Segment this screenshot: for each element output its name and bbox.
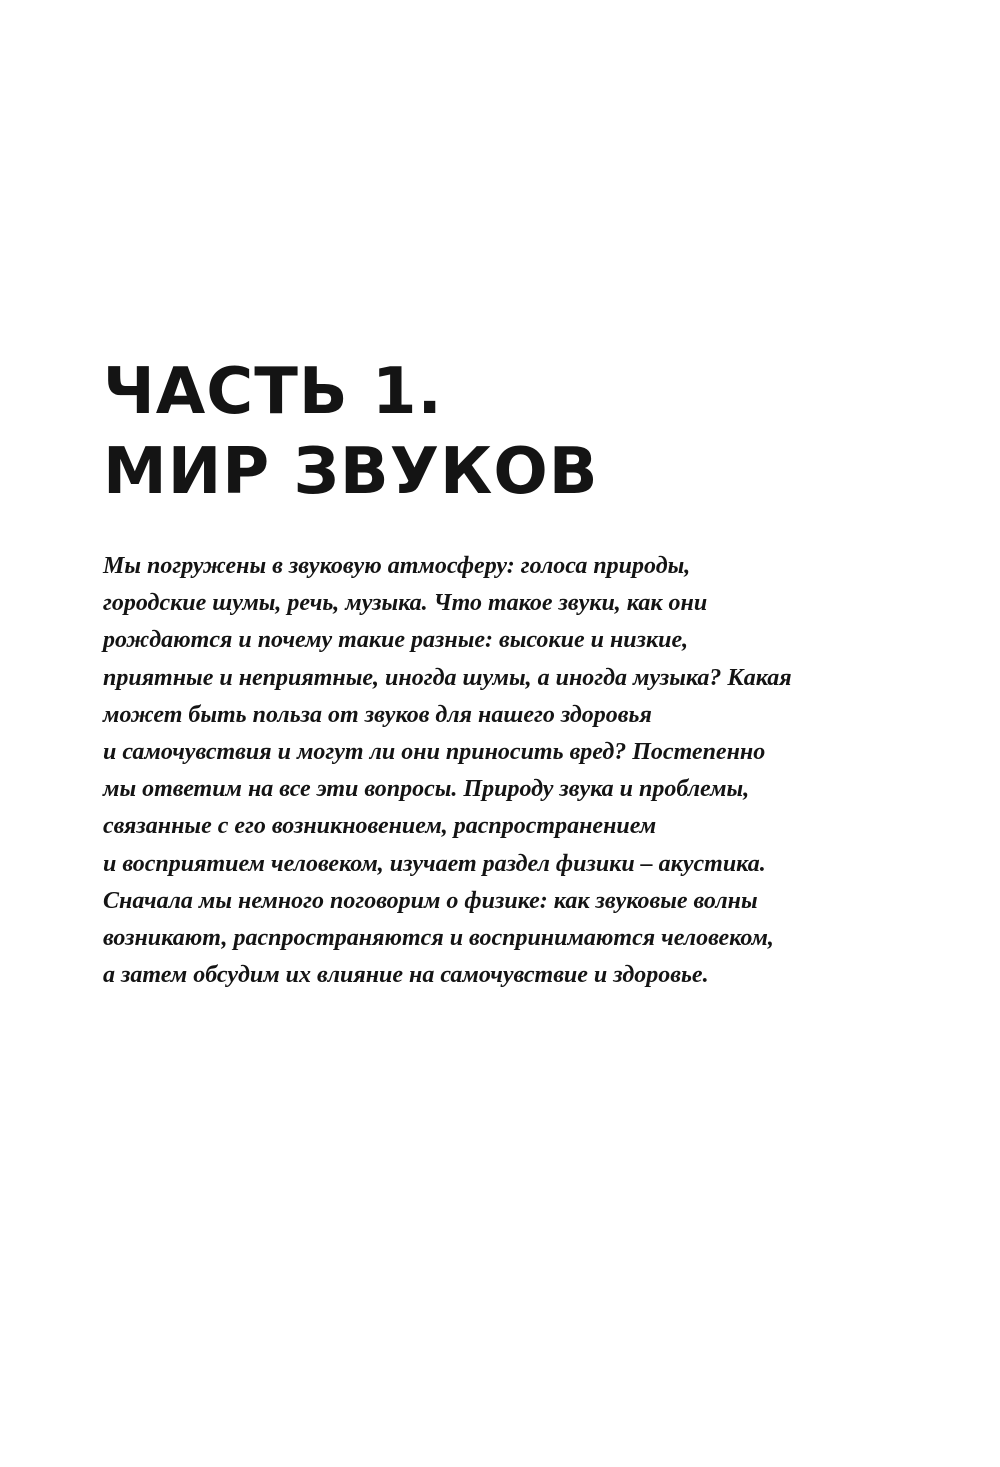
intro-paragraph — [103, 548, 903, 994]
part-title — [103, 352, 599, 512]
intro-line: связанные с его возникновением, распространением — [103, 813, 657, 840]
intro-line: и самочувствия и могут ли они приносить вред? Постепенно — [103, 739, 766, 766]
part-title-line: МИР ЗВУКОВ — [103, 435, 599, 509]
intro-line: городские шумы, речь, музыка. Что такое звуки, как они — [103, 590, 708, 617]
intro-line: Сначала мы немного поговорим о физике: как звуковые волны — [103, 887, 758, 914]
intro-line: рождаются и почему такие разные: высокие и низкие, — [103, 627, 689, 654]
intro-line: может быть польза от звуков для нашего здоровья — [103, 701, 652, 728]
intro-line: и восприятием человеком, изучает раздел физики – акустика. — [103, 850, 766, 877]
intro-line: мы ответим на все эти вопросы. Природу звука и проблемы, — [103, 776, 750, 803]
intro-line: Мы погружены в звуковую атмосферу: голоса природы, — [103, 553, 691, 579]
intro-line: приятные и неприятные, иногда шумы, а иногда музыка? Какая — [103, 664, 792, 691]
intro-line: возникают, распространяются и воспринимаются человеком, — [103, 925, 774, 952]
part-title-line: ЧАСТЬ 1. — [103, 355, 443, 429]
intro-line: а затем обсудим их влияние на самочувствие и здоровье. — [103, 962, 709, 989]
